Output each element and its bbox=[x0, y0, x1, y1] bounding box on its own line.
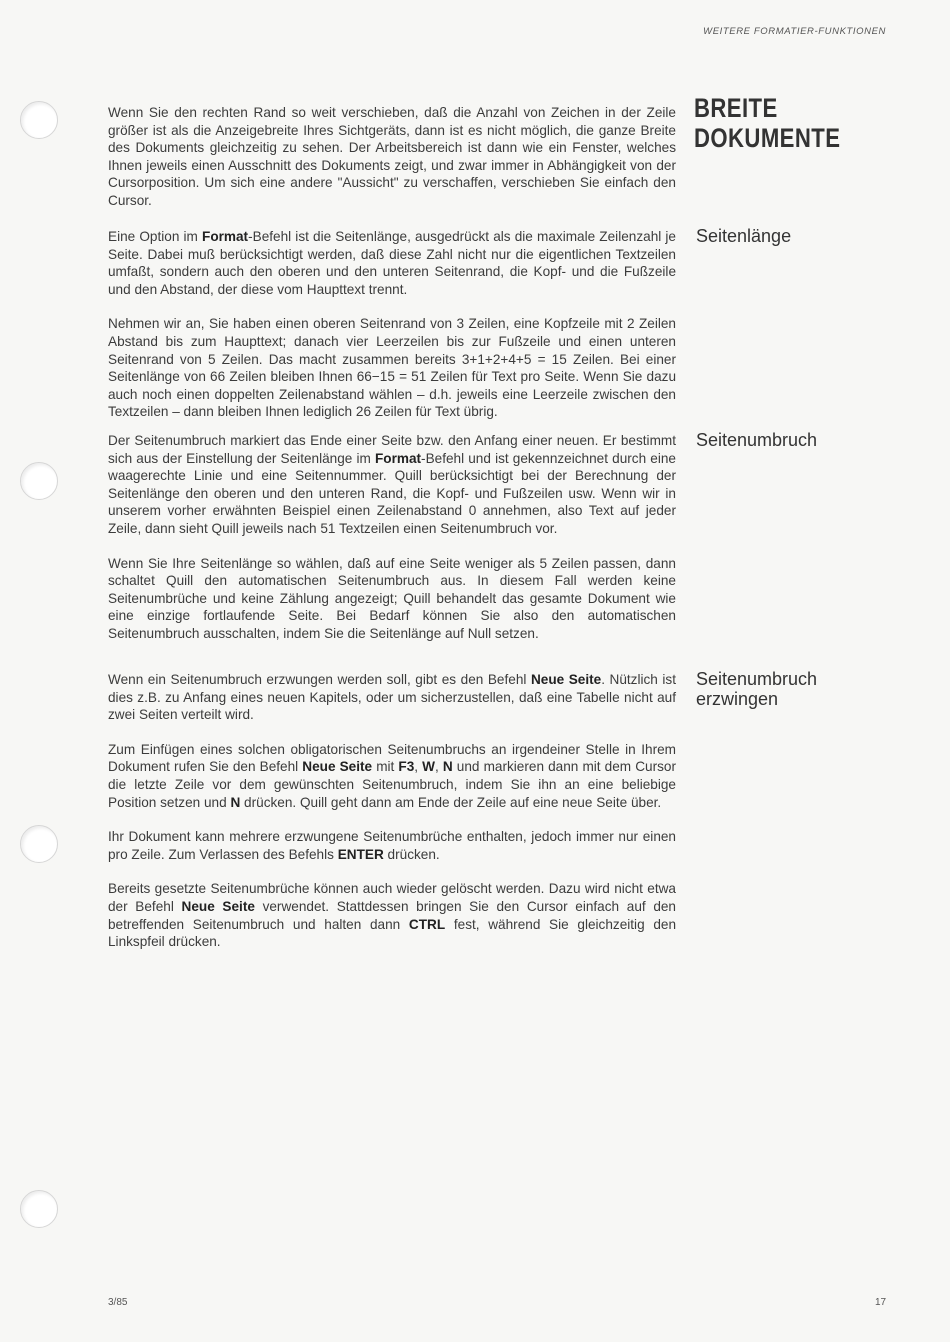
footer-date: 3/85 bbox=[108, 1297, 128, 1308]
paragraph: Nehmen wir an, Sie haben einen oberen Seitenrand von 3 Zeilen, eine Kopfzeile mit 2 Zeilen Abstand bis zum Haupttext; danach vier Leerzeilen bis zur Fußzeile und einen unteren Seitenrand von 5 Zeilen. Das macht zusammen bereits 3+1+2+4+5 = 15 Zeilen. Bei einer Seitenlänge von 66 Zeilen bleiben Ihnen 66−15 = 51 Zeilen für Text pro Seite. Wenn Sie dazu auch noch einen doppelten Zeilenabstand wählen – d.h. jeweils eine Leerzeile zwischen den Textzeilen – dann bleiben Ihnen lediglich 26 Zeilen für Text übrig. bbox=[108, 316, 676, 420]
punch-hole bbox=[20, 462, 58, 500]
heading-breite-dokumente bbox=[694, 93, 874, 153]
paragraph: Wenn Sie Ihre Seitenlänge so wählen, daß auf eine Seite weniger als 5 Zeilen passen, dann schaltet Quill den automatischen Seitenumbruch aus. In diesem Fall werden keine Seitenumbrüche und keine Zählung angezeigt; Quill behandelt das gesamte Dokument wie eine einzige fortlaufende Seite. Bei Bedarf können Sie also den automatischen Seitenumbruch ausschalten, indem Sie die Seitenlänge auf Null setzen. bbox=[108, 555, 676, 641]
heading-seitenlaenge: Seitenlänge bbox=[696, 226, 792, 246]
page-number: 17 bbox=[875, 1297, 887, 1308]
paragraph: Wenn Sie den rechten Rand so weit verschieben, daß die Anzahl von Zeichen in der Zeile größer ist als die Anzeigebreite Ihres Sichtgeräts, dann ist es nicht möglich, die ganze Breite des Dokuments gleichzeitig zu sehen. Der Arbeitsbereich ist dann wie ein Fenster, welches Ihnen jeweils einen Ausschnitt des Dokuments zeigt, und zwar immer in Abhängigkeit von der Cursorposition. Um sich eine andere "Aussicht" zu verschaffen, verschieben Sie einfach den Cursor. bbox=[108, 105, 676, 208]
punch-hole bbox=[20, 101, 58, 139]
paragraph: Ihr Dokument kann mehrere erzwungene Seitenumbrüche enthalten, jedoch immer nur einen pro Zeile. Zum Verlassen des Befehls ENTER drücken. bbox=[108, 829, 676, 862]
heading-line: erzwingen bbox=[696, 689, 779, 709]
paragraph: Wenn ein Seitenumbruch erzwungen werden soll, gibt es den Befehl Neue Seite. Nützlich ist dies z.B. zu Anfang eines neuen Kapitels, oder um sicherzustellen, daß eine Tabelle nicht auf zwei Seiten verteilt wird. bbox=[108, 672, 676, 723]
section-seitenlaenge bbox=[108, 228, 676, 421]
paragraph: Eine Option im Format-Befehl ist die Seitenlänge, ausgedrückt als die maximale Zeilenzahl je Seite. Dabei muß berücksichtigt werden, daß diese Zahl nicht nur die eigentlichen Textzeilen umfaßt, sondern auch den oberen und den unteren Seitenrand, die Kopf- und die Fußzeile und den Abstand, der diese vom Haupttext trennt. bbox=[108, 229, 676, 297]
heading-seitenumbruch-erzwingen bbox=[696, 669, 896, 709]
paragraph: Der Seitenumbruch markiert das Ende einer Seite bzw. den Anfang einer neuen. Er bestimmt sich aus der Einstellung der Seitenlänge im Format-Befehl und ist gekennzeichnet durch eine waagerechte Linie und eine Seitennummer. Quill berücksichtigt bei der Berechnung der Seitenlänge den oberen und den unteren Rand, die Kopf- und Fußzeilen usw. Wenn wir in unserem vorher erwähnten Beispiel einen Zeilenabstand 0 annehmen, also Text auf jeder Zeile, dann sieht Quill jeweils nach 51 Textzeilen einen Seitenumbruch vor. bbox=[108, 433, 676, 536]
heading-line: DOKUMENTE bbox=[694, 123, 841, 153]
running-header: WEITERE FORMATIER-FUNKTIONEN bbox=[703, 26, 886, 37]
punch-hole bbox=[20, 825, 58, 863]
heading-seitenumbruch: Seitenumbruch bbox=[696, 430, 818, 450]
punch-hole bbox=[20, 1190, 58, 1228]
paragraph: Zum Einfügen eines solchen obligatorischen Seitenumbruchs an irgendeiner Stelle in Ihrem Dokument rufen Sie den Befehl Neue Seite mit F3, W, N und markieren dann mit dem Cursor die letzte Zeile vor dem gewünschten Seitenumbruch, indem Sie ihn an eine beliebige Position setzen und N drücken. Quill geht dann am Ende der Zeile auf eine neue Seite über. bbox=[108, 741, 676, 810]
paragraph: Bereits gesetzte Seitenumbrüche können auch wieder gelöscht werden. Dazu wird nicht etwa der Befehl Neue Seite verwendet. Stattdessen bringen Sie den Cursor einfach auf den betreffenden Seitenumbruch und halten dann CTRL fest, während Sie gleichzeitig den Linkspfeil drücken. bbox=[108, 881, 677, 950]
section-erzwingen bbox=[108, 671, 676, 951]
paragraph-breite bbox=[108, 104, 676, 210]
heading-line: BREITE bbox=[694, 93, 778, 123]
section-seitenumbruch bbox=[108, 432, 676, 643]
heading-line: Seitenumbruch bbox=[696, 669, 818, 689]
